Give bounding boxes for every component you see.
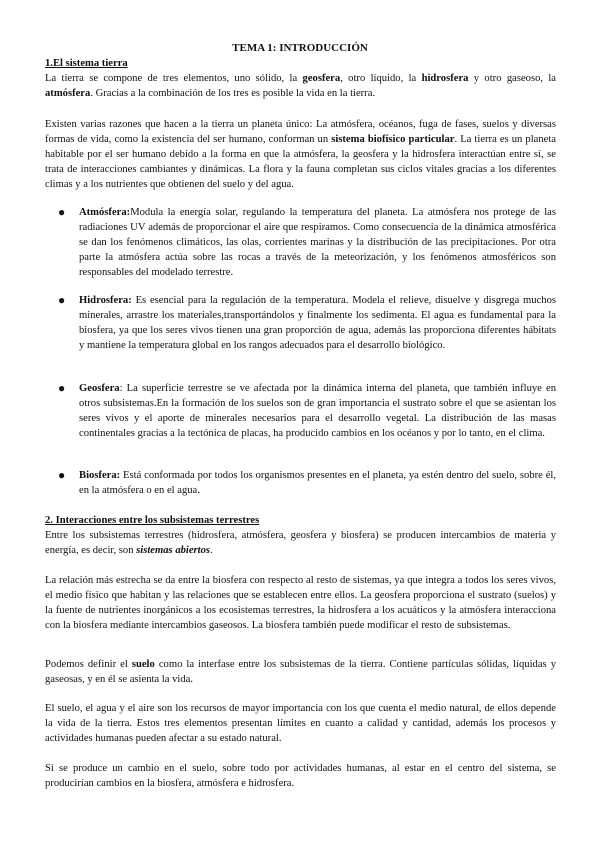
text-run: . Gracias a la combinación de los tres es posible la vida en la tierra. [90, 88, 376, 99]
page-title: TEMA 1: INTRODUCCIÓN [232, 42, 368, 54]
term-hidrosfera: hidrosfera [421, 73, 469, 84]
term-suelo: suelo [131, 659, 155, 670]
section-2-paragraph-1 [45, 528, 556, 558]
term-atmosfera: atmósfera [45, 88, 91, 99]
text-run: Podemos definir el [45, 659, 132, 670]
bullet-term: Biosfera: [79, 470, 121, 481]
bullet-atmosfera [79, 205, 556, 280]
text-run: . La tierra es un planeta habitable por el ser humano debido a la forma en que la atmósfera, la geosfera y la hidrosfera interactúan entre sí, se trata de interacciones cambiantes y dinámicas. La flora y la fauna completan sus ciclos vitales gracias a los diferentes climas y a los nutrientes que obtienen del suelo y del agua. [45, 134, 557, 190]
bullet-dot-icon: ● [58, 381, 66, 395]
bullet-biosfera [79, 468, 556, 498]
bullet-text: Está conformada por todos los organismos presentes en el planeta, ya estén dentro del suelo, sobre él, en la atmósfera o en el agua. [79, 470, 556, 496]
section-2-paragraph-2: La relación más estrecha se da entre la biosfera con respecto al resto de sistemas, ya que integra a todos los seres vivos, el medio físico que habitan y las relaciones que se establecen entre ellos. La geosfera proporciona el sustrato (suelos) y la fuente de nutrientes inorgánicos a los ecosistemas terrestres, la hidrosfera a los acuáticos y la atmósfera interacciona con la biosfera mediante intercambios gaseosos. La biosfera también puede modificar el resto de subsistemas. [45, 575, 556, 631]
text-run: Entre los subsistemas terrestres (hidrosfera, atmósfera, geosfera y biosfera) se producen intercambios de materia y energía, es decir, son [45, 530, 556, 556]
bullet-geosfera [79, 381, 556, 441]
term-sistema-biofisico: sistema biofísico particular [331, 134, 455, 145]
bullet-text: : La superficie terrestre se ve afectada por la dinámica interna del planeta, que también influye en otros subsistemas.En la formación de los suelos son de gran importancia el sustrato sobre el que se asientan los seres vivos y el aporte de minerales necesarios para el desarrollo vegetal. La distribución de las masas continentales gracias a la tectónica de placas, ha producido cambios en los océanos y por lo tanto, en el clima. [79, 383, 556, 439]
bullet-text: Modula la energía solar, regulando la temperatura del planeta. La atmósfera nos protege de las radiaciones UV además de proporcionar el aire que respiramos. Como consecuencia de la dinámica atmosférica se dan los fenómenos climáticos, las olas, corrientes marinas y la distribución de las precipitaciones. Por otra parte la atmósfera actúa sobre las rocas a través de la meteorización, y los fenómenos atmosféricos son responsables del modelado terrestre. [79, 207, 556, 278]
section-1-paragraph-1 [45, 71, 556, 101]
section-1-heading: 1.El sistema tierra [45, 58, 128, 69]
bullet-dot-icon: ● [58, 293, 66, 307]
section-2-paragraph-4: El suelo, el agua y el aire son los recursos de mayor importancia con los que cuenta el medio natural, de ellos depende la vida de la tierra. Estos tres elementos presentan límites en cuanto a calidad y cantidad, además los procesos y actividades humanas pueden afectar a su estado natural. [45, 703, 556, 744]
text-run: como la interfase entre los subsistemas de la tierra. Contiene partículas sólidas, líquidas y gaseosas, y en él se asienta la vida. [45, 659, 556, 685]
text-run: La tierra se compone de tres elementos, uno sólido, la [45, 73, 303, 84]
bullet-term: Atmósfera: [79, 207, 131, 218]
section-2-paragraph-5: Si se produce un cambio en el suelo, sobre todo por actividades humanas, al estar en el centro del sistema, se producirían cambios en la biosfera, atmósfera e hidrosfera. [45, 763, 556, 789]
text-run: , otro líquido, la [340, 73, 422, 84]
bullet-text: Es esencial para la regulación de la temperatura. Modela el relieve, disuelve y disgrega muchos minerales, arrastre los materiales,transportándolos y finalmente los sedimenta. El agua es fundamental para la biosfera, ya que los seres vivos tienen una gran proporción de agua, además las proporciona diferentes hábitats y mantiene la temperatura global en los rangos adecuados para el desarrollo biológico. [79, 295, 556, 351]
section-1-paragraph-2 [45, 117, 556, 192]
bullet-term: Geosfera [79, 383, 120, 394]
bullet-dot-icon: ● [58, 205, 66, 219]
text-run: Existen varias razones que hacen a la tierra un planeta único: La atmósfera, océanos, fuga de fases, suelos y diversas formas de vida, como la existencia del ser humano, conforman un [45, 119, 556, 145]
section-2-heading: 2. Interacciones entre los subsistemas terrestres [45, 515, 260, 526]
term-sistemas-abiertos: sistemas abiertos [136, 545, 211, 556]
bullet-hidrosfera [79, 293, 556, 353]
section-2-paragraph-3 [45, 657, 556, 687]
text-run: y otro gaseoso, la [468, 73, 556, 84]
term-geosfera: geosfera [302, 73, 341, 84]
text-run: . [210, 545, 213, 556]
bullet-dot-icon: ● [58, 468, 66, 482]
bullet-term: Hidrosfera: [79, 295, 132, 306]
